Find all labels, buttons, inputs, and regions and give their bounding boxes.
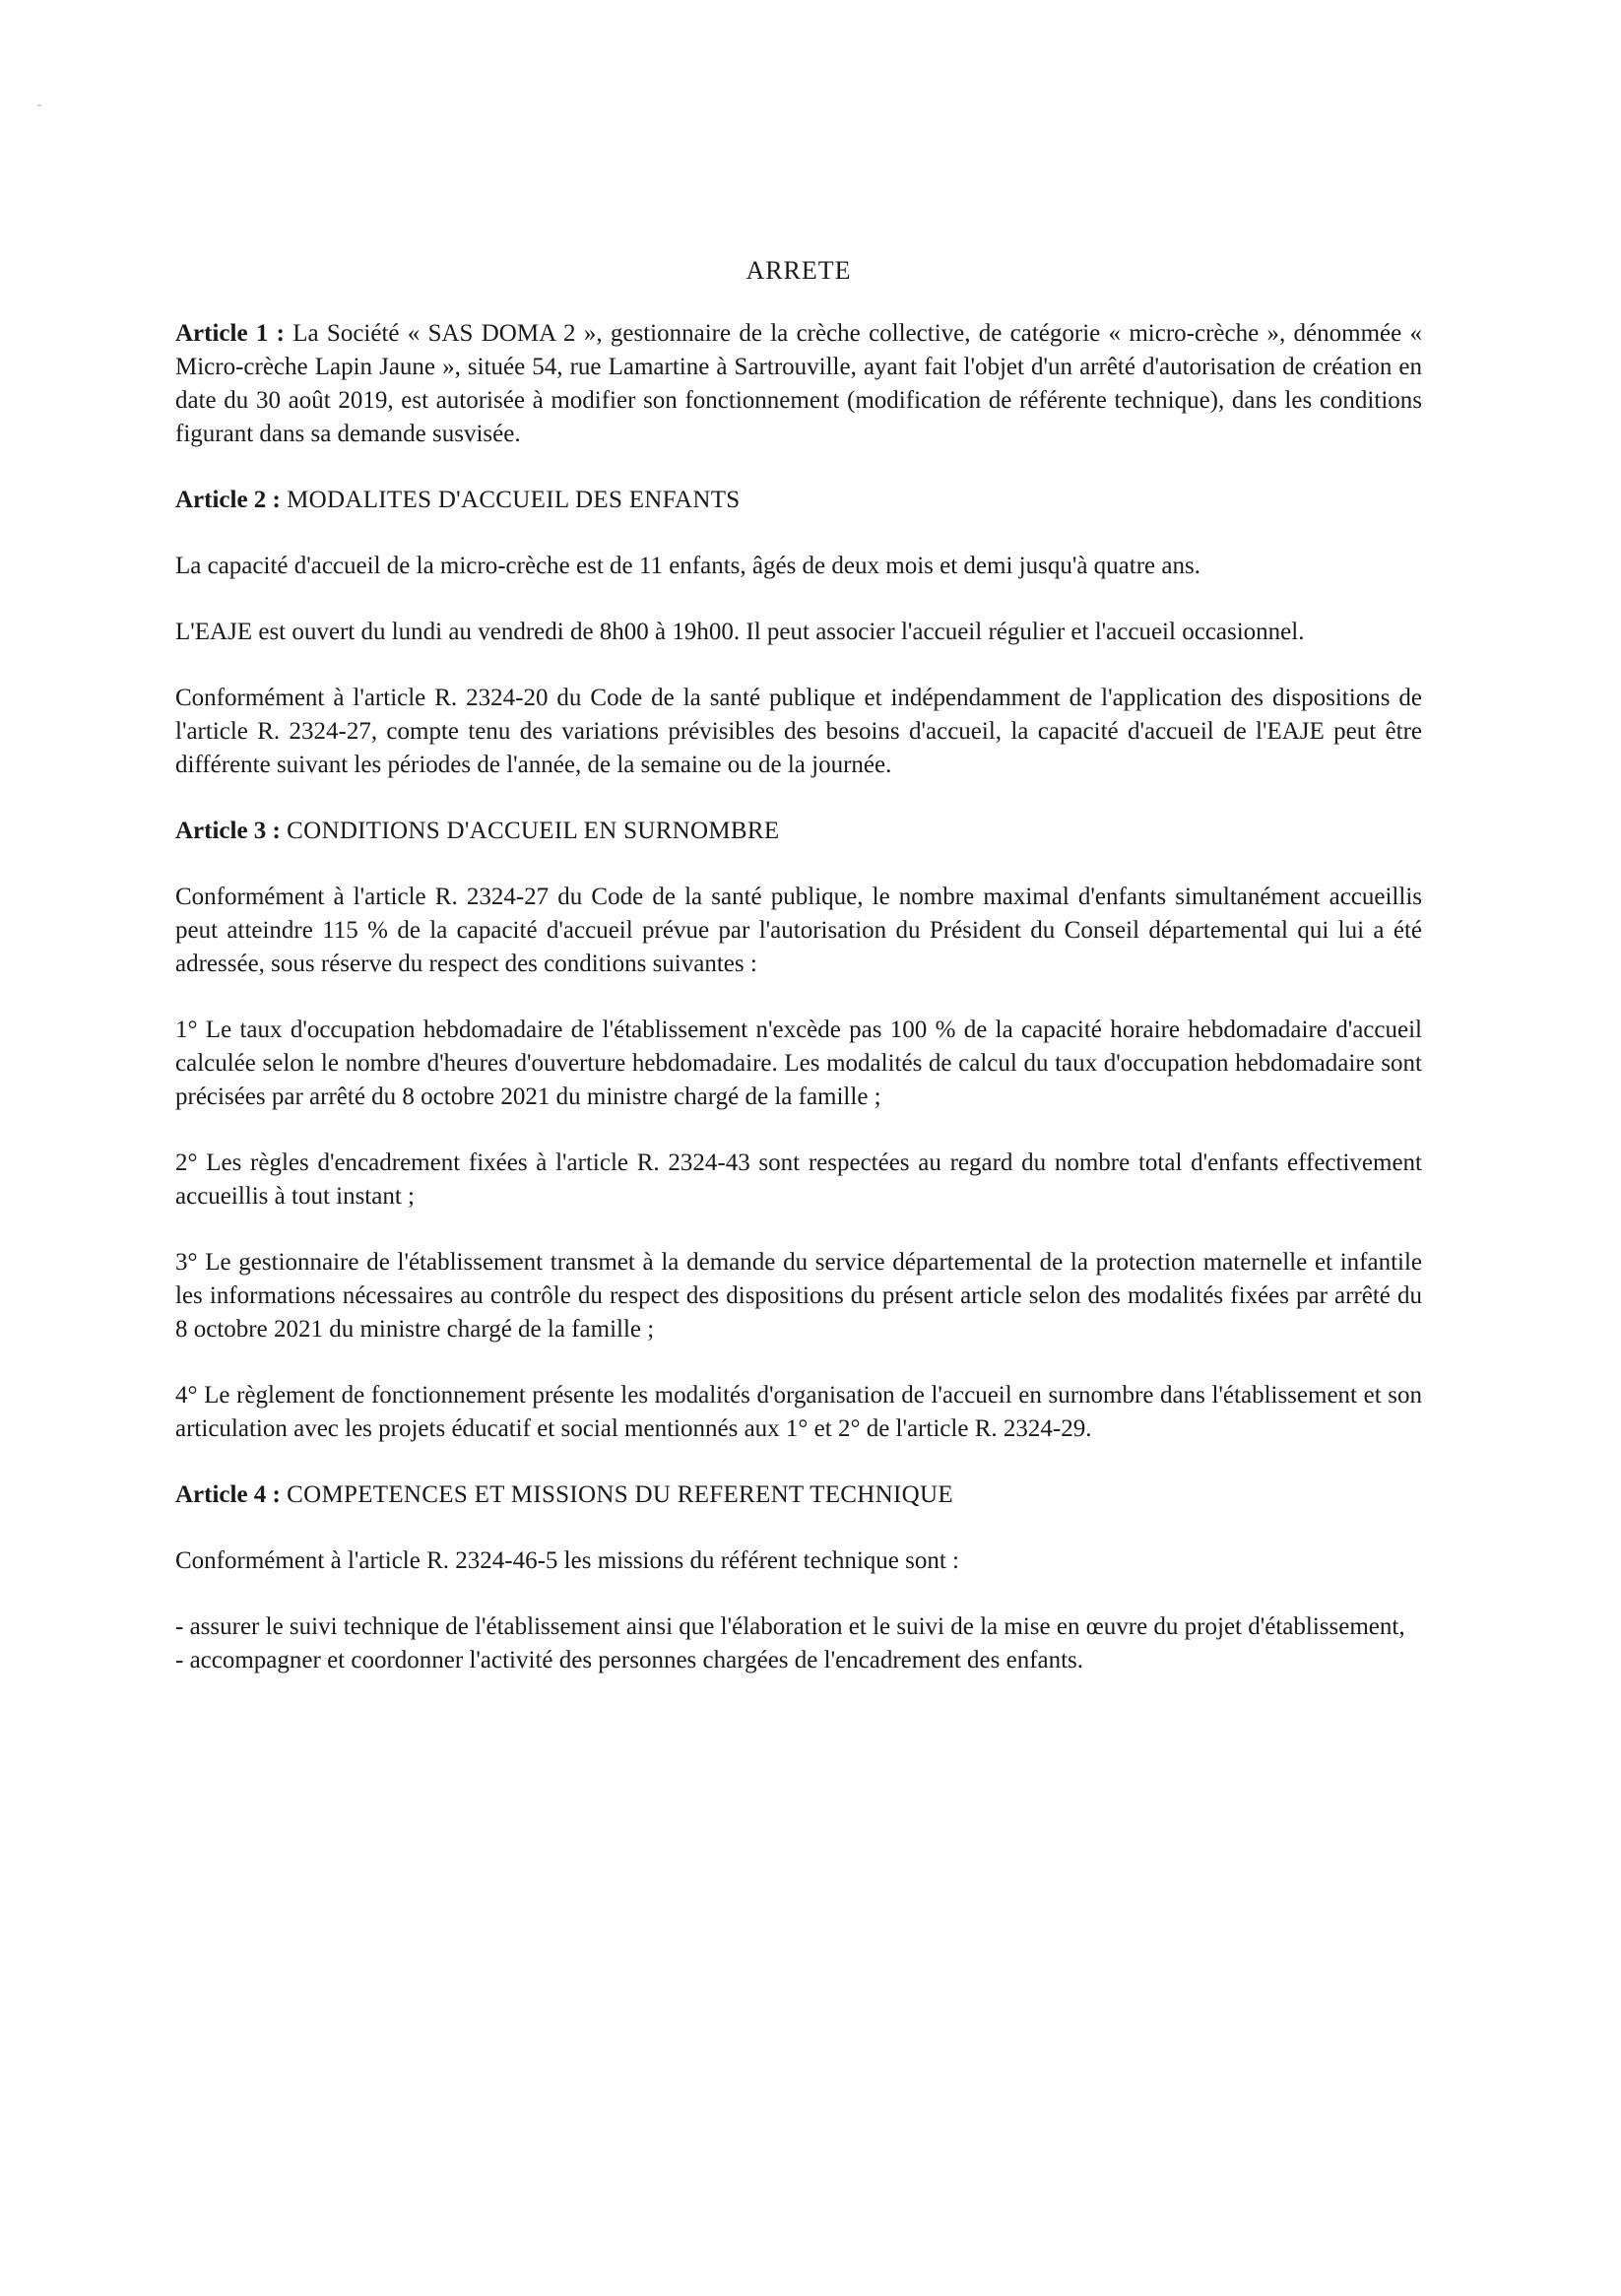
article-4-intro: Conformément à l'article R. 2324-46-5 les missions du référent technique sont :: [175, 1547, 959, 1574]
scan-speck: [37, 104, 41, 106]
article-3-heading: [175, 815, 1422, 848]
article-1-text: La Société « SAS DOMA 2 », gestionnaire de la crèche collective, de catégorie « micro-crèche », dénommée « Micro-crèche Lapin Jaune », située 54, rue Lamartine à Sartrouville, ayant fait l'objet d'un arrêté d'autorisation de création en date du 30 août 2019, est autorisée à modifier son fonctionnement (modification de référente technique), dans les conditions figurant dans sa demande susvisée.: [175, 320, 1422, 447]
article-4-missions-list: [175, 1610, 1422, 1677]
article-4-title: COMPETENCES ET MISSIONS DU REFERENT TECHNIQUE: [287, 1481, 953, 1508]
article-4-heading: [175, 1478, 1422, 1512]
article-2-heading: [175, 484, 1422, 517]
article-4-label: Article 4 :: [175, 1481, 281, 1508]
article-3-condition: 3° Le gestionnaire de l'établissement transmet à la demande du service départemental de la protection maternelle et infantile les informations nécessaires au contrôle du respect des dispositions du présent article selon des modalités fixées par arrêté du 8 octobre 2021 du ministre chargé de la famille ;: [175, 1249, 1422, 1343]
article-3-title: CONDITIONS D'ACCUEIL EN SURNOMBRE: [287, 818, 780, 844]
article-1-label: Article 1 :: [175, 320, 285, 347]
article-3-paragraph: Conformément à l'article R. 2324-27 du Code de la santé publique, le nombre maximal d'enfants simultanément accueillis peut atteindre 115 % de la capacité d'accueil prévue par l'autorisation du Président du Conseil départemental qui lui a été adressée, sous réserve du respect des conditions suivantes :: [175, 884, 1422, 977]
document-body: [175, 254, 1422, 1710]
article-3-condition: 1° Le taux d'occupation hebdomadaire de l'établissement n'excède pas 100 % de la capacité horaire hebdomadaire d'accueil calculée selon le nombre d'heures d'ouverture hebdomadaire. Les modalités de calcul du taux d'occupation hebdomadaire sont précisées par arrêté du 8 octobre 2021 du ministre chargé de la famille ;: [175, 1017, 1422, 1110]
article-3-label: Article 3 :: [175, 818, 281, 844]
article-2-label: Article 2 :: [175, 487, 281, 513]
document-title: ARRETE: [746, 256, 852, 285]
article-1: [175, 317, 1422, 451]
article-2-paragraph: L'EAJE est ouvert du lundi au vendredi de 8h00 à 19h00. Il peut associer l'accueil régulier et l'accueil occasionnel.: [175, 619, 1305, 645]
article-2-title: MODALITES D'ACCUEIL DES ENFANTS: [287, 487, 741, 513]
article-2-paragraph: Conformément à l'article R. 2324-20 du Code de la santé publique et indépendamment de l'application des dispositions de l'article R. 2324-27, compte tenu des variations prévisibles des besoins d'accueil, la capacité d'accueil de l'EAJE peut être différente suivant les périodes de l'année, de la semaine ou de la journée.: [175, 685, 1422, 778]
article-2-paragraph: La capacité d'accueil de la micro-crèche est de 11 enfants, âgés de deux mois et demi jusqu'à quatre ans.: [175, 553, 1200, 579]
list-item: - accompagner et coordonner l'activité des personnes chargées de l'encadrement des enfants.: [175, 1647, 1084, 1673]
list-item: - assurer le suivi technique de l'établissement ainsi que l'élaboration et le suivi de la mise en œuvre du projet d'établissement,: [175, 1613, 1405, 1640]
article-3-condition: 2° Les règles d'encadrement fixées à l'article R. 2324-43 sont respectées au regard du nombre total d'enfants effectivement accueillis à tout instant ;: [175, 1149, 1422, 1210]
article-3-condition: 4° Le règlement de fonctionnement présente les modalités d'organisation de l'accueil en surnombre dans l'établissement et son articulation avec les projets éducatif et social mentionnés aux 1° et 2° de l'article R. 2324-29.: [175, 1382, 1422, 1442]
